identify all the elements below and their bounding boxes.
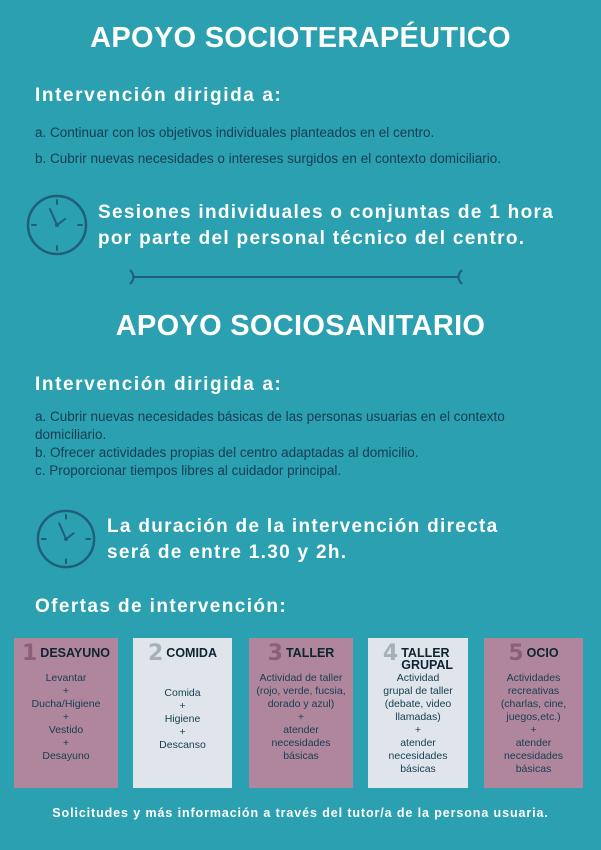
section2-highlight [107,514,499,566]
offer-description: Levantar + Ducha/Higiene + Vestido + Desayuno [31,672,101,762]
offer-name: TALLER GRUPAL [401,646,454,672]
clock-icon [35,508,97,570]
offer-card-header [489,641,578,672]
offer-name: DESAYUNO [40,646,110,660]
section-divider [128,268,464,286]
section1-item: a. Continuar con los objetivos individuales planteados en el centro. [35,125,435,140]
offer-number: 5 [508,641,524,666]
offer-card-taller-grupal [368,638,468,788]
offer-name: OCIO [526,646,559,660]
offer-card-header [138,641,227,672]
footer-note: Solicitudes y más información a través del tutor/a de la persona usuaria. [52,806,549,820]
offer-card-header [19,641,113,672]
section2-item: domiciliario. [35,427,107,442]
offer-card-comida [133,638,232,788]
offer-description: Actividad de taller (rojo, verde, fucsia, dorado y azul) + atender necesidades básicas [256,672,346,762]
offer-number: 4 [382,641,399,666]
section1-title: APOYO SOCIOTERAPÉUTICO [90,22,511,54]
section2-item: b. Ofrecer actividades propias del centro adaptadas al domicilio. [35,445,419,460]
section1-item: b. Cubrir nuevas necesidades o intereses surgidos en el contexto domiciliario. [35,151,502,166]
offer-description: Actividad grupal de taller (debate, video llamadas) + atender necesidades básicas [383,672,453,775]
section2-item: a. Cubrir nuevas necesidades básicas de las personas usuarias en el contexto [35,409,505,424]
offer-card-taller [249,638,353,788]
section1-subtitle: Intervención dirigida a: [35,85,283,106]
offer-card-desayuno [14,638,118,788]
section2-item: c. Proporcionar tiempos libres al cuidador principal. [35,463,342,478]
section1-highlight-line: por parte del personal técnico del centro. [98,228,526,249]
clock-icon [25,193,89,257]
offer-card-ocio [484,638,583,788]
offer-name: COMIDA [166,646,217,660]
section2-title: APOYO SOCIOSANITARIO [115,310,486,342]
offer-number: 3 [267,641,283,666]
section2-list [35,408,580,480]
section1-list [35,124,501,168]
offer-description: Actividades recreativas (charlas, cine, juegos,etc.) + atender necesidades básicas [500,672,567,775]
section2-highlight-line: será de entre 1.30 y 2h. [107,542,348,563]
offer-name: TALLER [285,646,335,660]
offer-card-header [373,641,463,672]
offer-number: 2 [147,641,164,666]
offer-number: 1 [21,641,38,666]
offer-description: Comida + Higiene + Descanso [159,687,206,751]
offers-title: Ofertas de intervención: [35,596,288,617]
section1-highlight [98,200,554,252]
section1-highlight-line: Sesiones individuales o conjuntas de 1 hora [98,202,555,223]
offer-card-header [254,641,348,672]
section2-highlight-line: La duración de la intervención directa [107,516,499,537]
section2-subtitle: Intervención dirigida a: [35,374,283,395]
